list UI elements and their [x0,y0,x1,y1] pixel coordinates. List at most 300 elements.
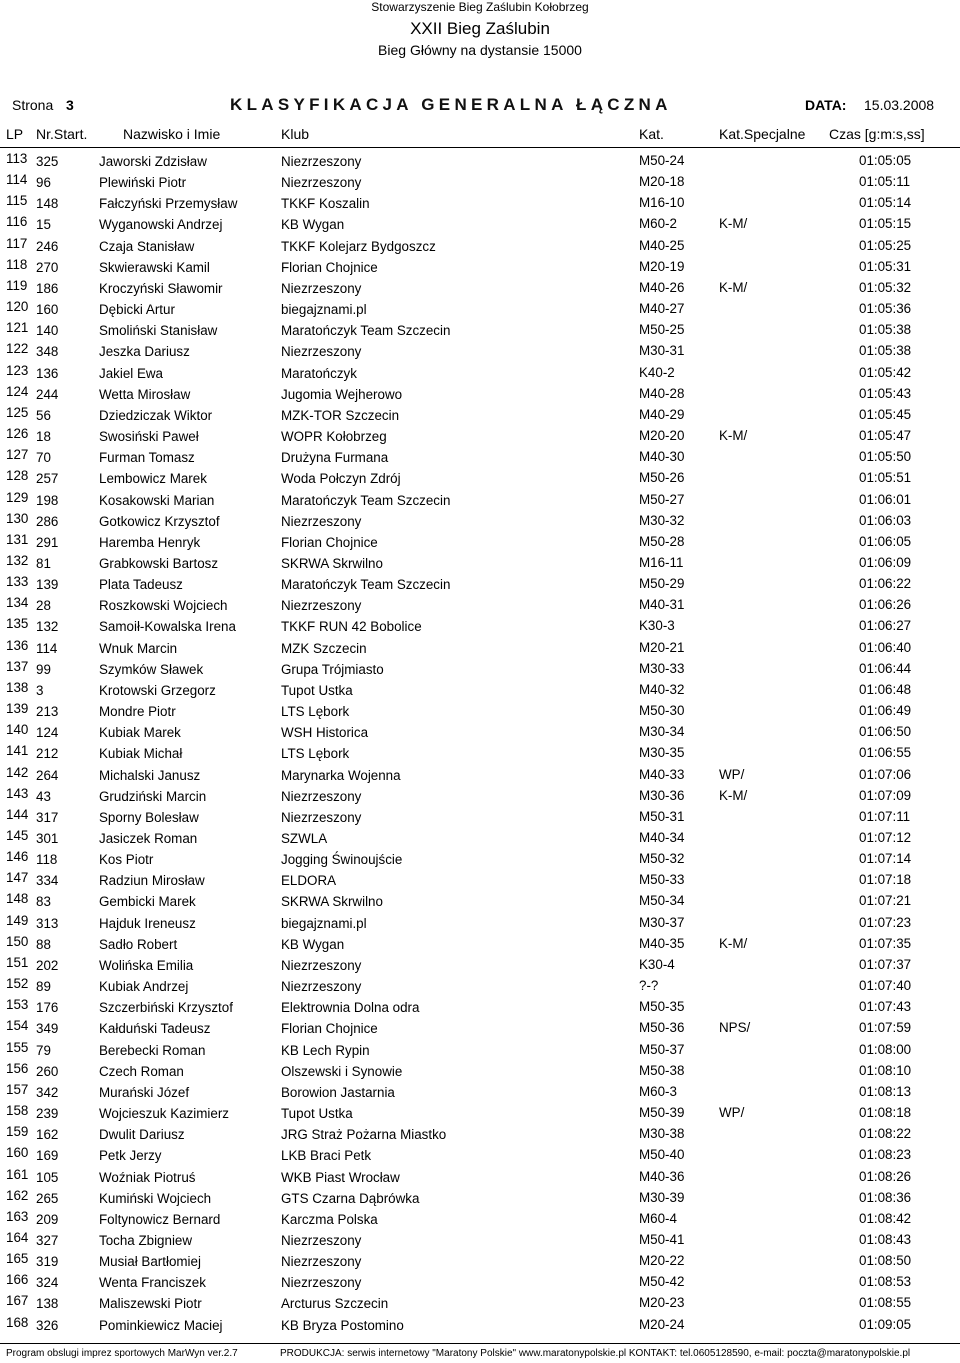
cell-time: 01:08:00 [859,1041,912,1057]
cell-lp: 148 [6,891,29,907]
cell-special-category: K-M/ [719,787,748,803]
cell-time: 01:08:55 [859,1295,912,1311]
cell-name: Kubiak Andrzej [99,979,189,995]
cell-club: MZK-TOR Szczecin [281,407,400,423]
cell-name: Kumiński Wojciech [99,1190,212,1206]
cell-category: M50-29 [639,576,685,592]
cell-time: 01:05:43 [859,385,912,401]
cell-time: 01:07:12 [859,830,912,845]
cell-category: M30-31 [639,343,685,359]
cell-name: Foltynowicz Bernard [99,1211,221,1227]
cell-lp: 136 [6,637,29,653]
cell-name: Kubiak Michał [99,746,183,762]
cell-lp: 113 [6,151,28,166]
table-row [0,615,960,636]
cell-lp: 167 [6,1293,29,1309]
cell-name: Woźniak Piotruś [99,1169,196,1185]
cell-start-number: 246 [36,238,59,254]
table-row [0,1208,960,1229]
table-row [0,848,960,869]
cell-start-number: 186 [36,280,59,296]
cell-club: Niezrzeszony [281,979,362,995]
cell-time: 01:05:15 [859,216,912,232]
cell-name: Krotowski Grzegorz [99,682,216,698]
cell-category: M50-39 [639,1105,685,1121]
cell-category: M20-24 [639,1316,685,1332]
cell-name: Wetta Mirosław [99,386,191,402]
cell-lp: 115 [6,193,28,209]
cell-start-number: 124 [36,725,59,741]
table-row [0,890,960,911]
table-row [0,658,960,679]
cell-time: 01:05:25 [859,237,912,253]
table-row [0,721,960,742]
cell-category: M50-31 [639,808,685,824]
cell-time: 01:07:37 [859,956,912,972]
cell-lp: 160 [6,1145,29,1161]
cell-time: 01:07:09 [859,787,912,803]
cell-name: Swosiński Paweł [99,429,199,445]
cell-time: 01:06:27 [859,618,912,634]
cell-club: ELDORA [281,873,337,889]
cell-name: Dwulit Dariusz [99,1127,185,1143]
cell-lp: 168 [6,1314,29,1330]
table-row [0,531,960,552]
cell-start-number: 118 [36,852,58,868]
cell-name: Jaworski Zdzisław [99,154,207,169]
table-row [0,1292,960,1313]
cell-lp: 166 [6,1272,29,1288]
cell-club: biegajznami.pl [281,302,367,318]
cell-lp: 145 [6,828,29,843]
cell-start-number: 70 [36,450,51,466]
cell-start-number: 140 [36,323,59,339]
cell-start-number: 326 [36,1317,59,1333]
cell-name: Kroczyński Sławomir [99,280,223,296]
cell-time: 01:05:11 [859,174,911,190]
cell-time: 01:05:50 [859,449,912,465]
cell-category: M50-26 [639,470,685,486]
table-row [0,1017,960,1038]
cell-club: Elektrownia Dolna odra [281,1000,420,1016]
cell-start-number: 342 [36,1084,59,1100]
cell-start-number: 349 [36,1021,59,1037]
cell-lp: 126 [6,426,29,442]
results-table [0,150,960,1335]
cell-name: Maliszewski Piotr [99,1296,202,1312]
cell-start-number: 56 [36,407,51,423]
cell-club: SZWLA [281,831,328,846]
cell-start-number: 139 [36,577,59,593]
cell-category: M50-30 [639,703,685,719]
cell-name: Gembicki Marek [99,894,196,910]
cell-category: M20-20 [639,428,685,444]
cell-start-number: 213 [36,704,59,720]
cell-time: 01:05:36 [859,301,912,317]
cell-name: Hajduk Ireneusz [99,915,196,931]
table-row [0,467,960,488]
cell-time: 01:07:11 [859,808,911,824]
cell-category: M50-32 [639,851,685,867]
cell-name: Smoliński Stanisław [99,323,218,339]
cell-time: 01:06:01 [859,491,912,507]
cell-name: Tocha Zbigniew [99,1232,193,1248]
cell-start-number: 244 [36,386,59,402]
table-row [0,594,960,615]
cell-lp: 123 [6,362,29,378]
cell-name: Sporny Bolesław [99,809,199,825]
cell-time: 01:05:42 [859,364,912,380]
cell-time: 01:06:48 [859,681,912,697]
cell-category: M40-27 [639,301,685,317]
cell-start-number: 348 [36,344,59,360]
cell-time: 01:07:35 [859,935,912,951]
cell-category: M40-31 [639,597,685,613]
footer-divider [0,1343,960,1344]
table-row [0,277,960,298]
cell-club: SKRWA Skrwilno [281,555,383,571]
cell-club: Woda Połczyn Zdrój [281,471,401,487]
cell-category: M20-19 [639,258,685,274]
table-row [0,1250,960,1271]
table-row [0,573,960,594]
cell-time: 01:06:03 [859,512,912,528]
cell-start-number: 209 [36,1211,59,1227]
column-header-row [0,124,960,144]
cell-time: 01:06:05 [859,533,912,549]
cell-start-number: 114 [36,640,58,656]
event-title: XXII Bieg Zaślubin [410,19,550,38]
cell-club: SKRWA Skrwilno [281,894,383,910]
cell-lp: 147 [6,870,29,886]
cell-time: 01:07:21 [859,893,912,909]
cell-category: M30-34 [639,724,685,740]
cell-special-category: K-M/ [719,428,748,444]
cell-start-number: 105 [36,1169,59,1185]
cell-time: 01:08:13 [859,1083,912,1099]
cell-time: 01:07:18 [859,872,912,888]
cell-club: KB Bryza Postomino [281,1317,404,1333]
cell-name: Grabkowski Bartosz [99,555,219,571]
cell-start-number: 43 [36,788,51,804]
cell-club: Grupa Trójmiasto [281,661,384,677]
cell-start-number: 260 [36,1063,59,1079]
cell-lp: 165 [6,1251,29,1267]
cell-name: Kos Piotr [99,852,154,868]
cell-category: M50-27 [639,491,685,507]
cell-name: Pominkiewicz Maciej [99,1317,223,1333]
cell-time: 01:06:26 [859,597,912,613]
cell-time: 01:06:40 [859,639,912,655]
table-row [0,742,960,763]
cell-start-number: 138 [36,1296,59,1312]
cell-club: TKKF Koszalin [281,196,370,212]
table-row [0,171,960,192]
cell-club: LTS Lębork [281,704,350,720]
cell-club: Niezrzeszony [281,154,362,169]
table-row [0,362,960,383]
cell-start-number: 202 [36,957,59,973]
cell-time: 01:07:40 [859,978,912,994]
table-row [0,383,960,404]
cell-lp: 150 [6,933,29,949]
table-row [0,446,960,467]
cell-category: M60-2 [639,216,677,232]
cell-time: 01:05:31 [859,258,912,274]
table-row [0,912,960,933]
cell-club: Maratończyk Team Szczecin [281,492,451,508]
table-row [0,425,960,446]
table-row [0,975,960,996]
cell-special-category: K-M/ [719,279,748,295]
header-divider [0,147,960,148]
cell-lp: 114 [6,172,28,188]
table-row [0,298,960,319]
cell-lp: 138 [6,679,29,695]
table-row [0,319,960,340]
cell-time: 01:05:05 [859,153,912,168]
cell-name: Gotkowicz Krzysztof [99,513,220,529]
cell-start-number: 264 [36,767,59,783]
cell-name: Samoił-Kowalska Irena [99,619,236,635]
cell-name: Radziun Mirosław [99,873,205,889]
cell-name: Kosakowski Marian [99,492,215,508]
table-row [0,510,960,531]
col-header-special-category: Kat.Specjalne [719,126,806,142]
col-header-lp: LP [6,126,24,142]
cell-start-number: 301 [36,831,59,846]
cell-start-number: 212 [36,746,59,762]
cell-category: M60-3 [639,1083,677,1099]
cell-start-number: 324 [36,1275,59,1291]
cell-name: Szczerbiński Krzysztof [99,1000,233,1016]
cell-lp: 146 [6,849,29,865]
col-header-time: Czas [g:m:s,ss] [829,126,925,142]
table-row [0,256,960,277]
cell-time: 01:06:50 [859,724,912,740]
cell-lp: 163 [6,1208,29,1224]
cell-category: K40-2 [639,364,675,380]
cell-start-number: 176 [36,1000,59,1016]
cell-name: Kałduński Tadeusz [99,1021,211,1037]
cell-lp: 132 [6,552,29,568]
cell-name: Dziedziczak Wiktor [99,407,213,423]
cell-time: 01:06:49 [859,703,912,719]
cell-club: Niezrzeszony [281,1275,362,1291]
cell-time: 01:08:22 [859,1126,912,1142]
table-row [0,996,960,1017]
cell-club: biegajznami.pl [281,915,367,931]
table-row [0,806,960,827]
table-row [0,1187,960,1208]
cell-lp: 134 [6,595,29,611]
cell-name: Wolińska Emilia [99,957,194,973]
cell-category: M20-22 [639,1253,685,1269]
cell-lp: 119 [6,277,28,293]
cell-category: M16-11 [639,554,684,570]
cell-time: 01:08:18 [859,1105,912,1121]
cell-time: 01:08:53 [859,1274,912,1290]
table-row [0,1166,960,1187]
cell-club: Niezrzeszony [281,1254,362,1270]
cell-name: Czaja Stanisław [99,238,195,254]
table-row [0,1060,960,1081]
cell-club: Niezrzeszony [281,344,362,360]
cell-lp: 149 [6,912,29,928]
cell-category: M50-25 [639,322,685,338]
cell-start-number: 325 [36,154,59,169]
cell-time: 01:08:26 [859,1168,912,1184]
table-row [0,1144,960,1165]
cell-club: Florian Chojnice [281,534,378,550]
cell-category: M30-37 [639,914,685,930]
cell-lp: 159 [6,1124,29,1140]
cell-name: Kubiak Marek [99,725,181,741]
table-row [0,954,960,975]
table-row [0,235,960,256]
table-row [0,489,960,510]
cell-name: Jakiel Ewa [99,365,164,381]
cell-lp: 156 [6,1060,29,1076]
cell-club: JRG Straż Pożarna Miastko [281,1127,447,1143]
cell-category: M50-33 [639,872,685,888]
table-row [0,1039,960,1060]
table-row [0,404,960,425]
cell-club: Florian Chojnice [281,259,378,275]
cell-club: KB Wygan [281,217,345,233]
cell-time: 01:08:43 [859,1231,912,1247]
cell-start-number: 270 [36,259,59,275]
cell-lp: 142 [6,764,29,780]
cell-lp: 116 [6,214,28,230]
cell-start-number: 88 [36,936,51,952]
cell-category: M16-10 [639,195,685,211]
cell-name: Musiał Bartłomiej [99,1254,201,1270]
table-row [0,679,960,700]
cell-club: Niezrzeszony [281,809,362,825]
table-row [0,552,960,573]
cell-start-number: 291 [36,534,59,550]
cell-start-number: 28 [36,598,51,614]
cell-category: M50-35 [639,999,685,1015]
table-row [0,1123,960,1144]
cell-category: M40-28 [639,385,685,401]
cell-name: Furman Tomasz [99,450,195,466]
cell-lp: 131 [6,531,29,547]
cell-start-number: 286 [36,513,59,529]
cell-name: Fałczyński Przemysław [99,196,238,212]
cell-club: Tupot Ustka [281,682,353,698]
cell-name: Czech Roman [99,1063,184,1079]
cell-category: M40-32 [639,681,685,697]
cell-category: M50-24 [639,153,685,168]
cell-name: Skwierawski Kamil [99,259,210,275]
table-row [0,933,960,954]
cell-category: M20-21 [639,639,685,655]
cell-category: M40-26 [639,279,685,295]
cell-special-category: K-M/ [719,216,748,232]
cell-lp: 155 [6,1039,29,1055]
cell-lp: 130 [6,510,29,526]
cell-start-number: 3 [36,682,44,698]
cell-start-number: 162 [36,1127,59,1143]
cell-club: Niezrzeszony [281,598,362,614]
cell-club: WKB Piast Wrocław [281,1169,400,1185]
cell-start-number: 198 [36,492,59,508]
cell-club: TKKF Kolejarz Bydgoszcz [281,238,436,254]
cell-name: Petk Jerzy [99,1148,162,1164]
cell-lp: 151 [6,954,29,970]
cell-time: 01:08:36 [859,1189,912,1205]
cell-category: M40-34 [639,830,685,845]
cell-lp: 118 [6,256,28,272]
cell-start-number: 79 [36,1042,51,1058]
cell-name: Wenta Franciszek [99,1275,206,1291]
cell-club: Marynarka Wojenna [281,767,401,783]
cell-name: Plata Tadeusz [99,577,183,593]
event-subtitle: Bieg Główny na dystansie 15000 [378,42,582,58]
cell-lp: 133 [6,574,29,590]
cell-name: Roszkowski Wojciech [99,598,228,614]
cell-category: M40-36 [639,1168,685,1184]
cell-start-number: 18 [36,429,51,445]
cell-category: M50-37 [639,1041,685,1057]
cell-start-number: 317 [36,809,59,825]
cell-category: M30-39 [639,1189,685,1205]
cell-lp: 158 [6,1103,29,1119]
cell-category: M30-38 [639,1126,685,1142]
cell-time: 01:07:59 [859,1020,912,1036]
cell-lp: 122 [6,341,29,357]
cell-time: 01:05:38 [859,322,912,338]
table-row [0,1229,960,1250]
cell-time: 01:05:38 [859,343,912,359]
cell-time: 01:05:45 [859,406,912,422]
cell-start-number: 334 [36,873,59,889]
date-value: 15.03.2008 [864,97,935,113]
cell-time: 01:07:23 [859,914,912,930]
table-row [0,1271,960,1292]
cell-category: M30-32 [639,512,685,528]
cell-lp: 125 [6,404,29,420]
cell-category: M20-23 [639,1295,685,1311]
cell-special-category: NPS/ [719,1020,751,1036]
cell-category: K30-3 [639,618,675,634]
cell-category: ?-? [639,978,659,994]
cell-lp: 124 [6,383,29,399]
cell-name: Wnuk Marcin [99,640,178,656]
cell-start-number: 96 [36,175,51,191]
cell-club: Jogging Świnoujście [281,852,403,868]
cell-lp: 164 [6,1229,29,1245]
cell-special-category: K-M/ [719,935,748,951]
cell-name: Wyganowski Andrzej [99,217,223,233]
cell-start-number: 136 [36,365,59,381]
cell-time: 01:09:05 [859,1316,912,1332]
table-row [0,869,960,890]
table-row [0,1081,960,1102]
cell-start-number: 148 [36,196,59,212]
cell-club: Maratończyk Team Szczecin [281,577,451,593]
cell-club: Borowion Jastarnia [281,1084,395,1100]
cell-club: Maratończyk Team Szczecin [281,323,451,339]
cell-lp: 120 [6,299,29,315]
cell-time: 01:08:10 [859,1062,912,1078]
cell-start-number: 15 [36,217,51,233]
col-header-club: Klub [281,126,310,142]
cell-club: MZK Szczecin [281,640,367,656]
cell-time: 01:05:51 [859,470,912,486]
